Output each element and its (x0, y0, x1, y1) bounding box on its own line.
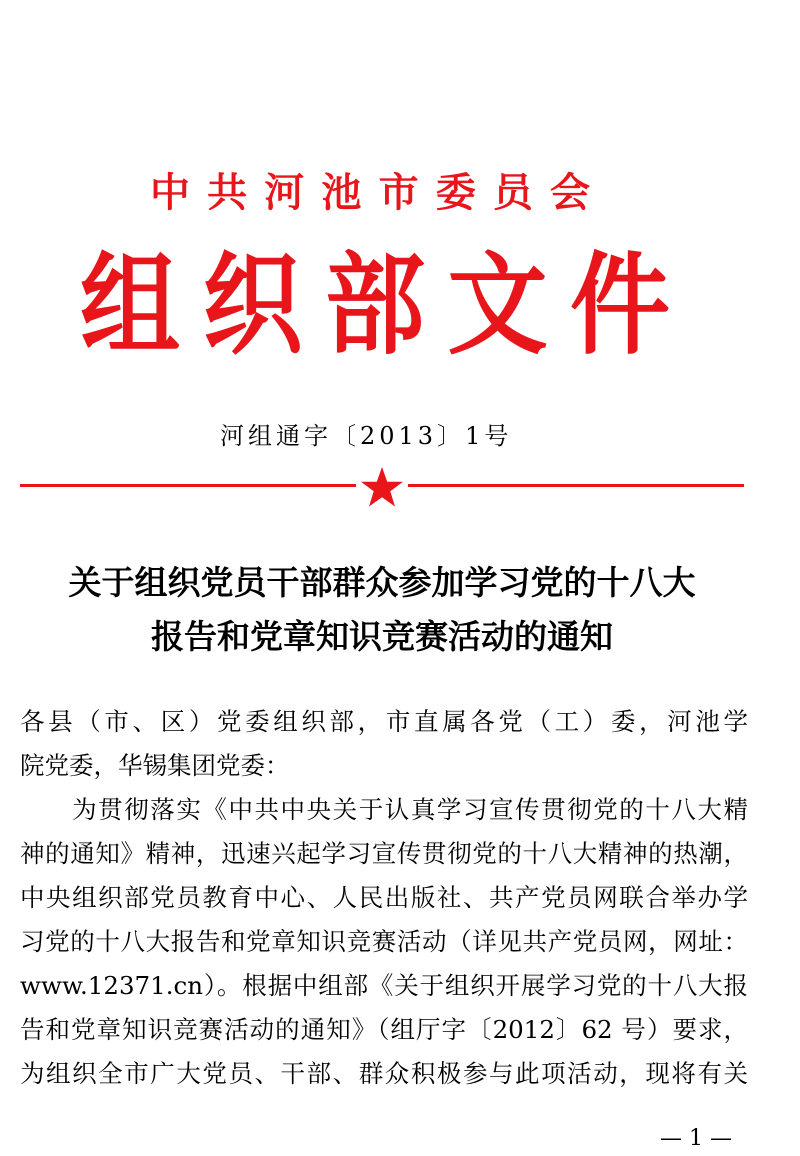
body-line: 为组织全市广大党员、干部、群众积极参与此项活动，现将有关 (20, 1059, 748, 1088)
page-number: — 1 — (660, 1126, 732, 1151)
body-line: 各县（市、区）党委组织部，市直属各党（工）委，河池学 (20, 707, 748, 736)
org-name-char: 中 (150, 170, 190, 216)
document-body (20, 700, 748, 1096)
doc-type-char: 部 (325, 241, 425, 370)
body-line: 中央组织部党员教育中心、人民出版社、共产党员网联合举办学 (20, 883, 748, 912)
red-divider-right (408, 484, 744, 487)
org-name-char: 市 (378, 170, 419, 216)
org-name-char: 会 (549, 170, 590, 216)
body-line: 习党的十八大报告和党章知识竞赛活动（详见共产党员网，网址： (20, 927, 748, 956)
doc-type-char: 件 (570, 241, 670, 370)
org-name-char: 河 (264, 170, 305, 216)
doc-type-char: 文 (447, 241, 548, 370)
org-name-char: 共 (207, 170, 248, 216)
doc-type-char: 组 (80, 241, 180, 370)
star-icon (360, 466, 404, 508)
document-type-heading (80, 240, 670, 372)
org-name-char: 池 (321, 170, 362, 216)
document-number: 河组通字〔2013〕1号 (220, 422, 513, 450)
body-line: 告和党章知识竞赛活动的通知》（组厅字〔2012〕62 号）要求， (20, 1015, 748, 1044)
doc-type-char: 织 (202, 241, 303, 370)
document-title (20, 556, 744, 664)
org-name-char: 委 (435, 170, 476, 216)
body-line: www.12371.cn）。根据中组部《关于组织开展学习党的十八大报 (20, 971, 748, 1000)
title-line: 关于组织党员干部群众参加学习党的十八大 (68, 563, 696, 602)
body-line: 为贯彻落实《中共中央关于认真学习宣传贯彻党的十八大精 (20, 795, 748, 824)
body-line: 神的通知》精神，迅速兴起学习宣传贯彻党的十八大精神的热潮， (20, 839, 748, 868)
body-line: 院党委，华锡集团党委： (20, 751, 290, 780)
issuing-organization (150, 168, 590, 218)
title-line: 报告和党章知识竞赛活动的通知 (151, 617, 613, 656)
org-name-char: 员 (492, 170, 533, 216)
red-divider-left (20, 484, 356, 487)
